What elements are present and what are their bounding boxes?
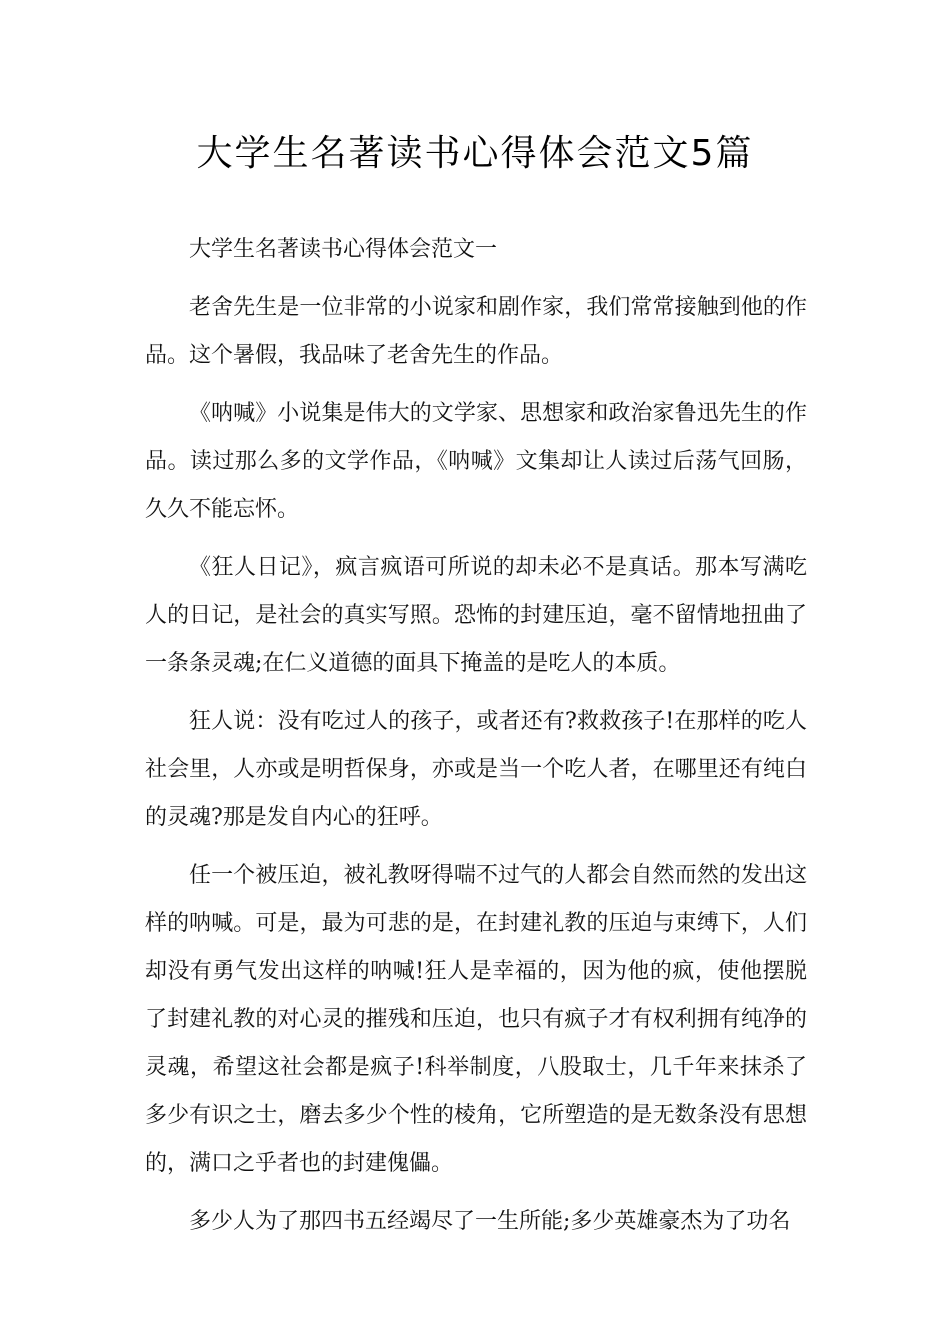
paragraph: 《呐喊》小说集是伟大的文学家、思想家和政治家鲁迅先生的作品。读过那么多的文学作品，《呐喊》文集却让人读过后荡气回肠，久久不能忘怀。 bbox=[145, 401, 807, 522]
paragraph: 多少人为了那四书五经竭尽了一生所能;多少英雄豪杰为了功名 bbox=[189, 1209, 791, 1234]
paragraph: 《狂人日记》，疯言疯语可所说的却未必不是真话。那本写满吃人的日记，是社会的真实写照。恐怖的封建压迫，毫不留情地扭曲了一条条灵魂;在仁义道德的面具下掩盖的是吃人的本质。 bbox=[145, 555, 807, 676]
paragraph: 老舍先生是一位非常的小说家和剧作家，我们常常接触到他的作品。这个暑假，我品味了老舍先生的作品。 bbox=[145, 295, 807, 368]
document-title: 大学生名著读书心得体会范文5篇 bbox=[196, 133, 754, 174]
paragraph: 任一个被压迫，被礼教呀得喘不过气的人都会自然而然的发出这样的呐喊。可是，最为可悲的是，在封建礼教的压迫与束缚下，人们却没有勇气发出这样的呐喊!狂人是幸福的，因为他的疯，使他摆脱了封建礼教的对心灵的摧残和压迫，也只有疯子才有权利拥有纯净的灵魂，希望这社会都是疯子!科举制度，八股取士，几千年来抹杀了多少有识之士，磨去多少个性的棱角，它所塑造的是无数条没有思想的，满口之乎者也的封建傀儡。 bbox=[145, 863, 807, 1176]
paragraph-subtitle: 大学生名著读书心得体会范文一 bbox=[189, 237, 498, 262]
document-body bbox=[145, 226, 807, 1256]
paragraph: 狂人说：没有吃过人的孩子，或者还有?救救孩子!在那样的吃人社会里，人亦或是明哲保身，亦或是当一个吃人者，在哪里还有纯白的灵魂?那是发自内心的狂呼。 bbox=[145, 709, 807, 830]
